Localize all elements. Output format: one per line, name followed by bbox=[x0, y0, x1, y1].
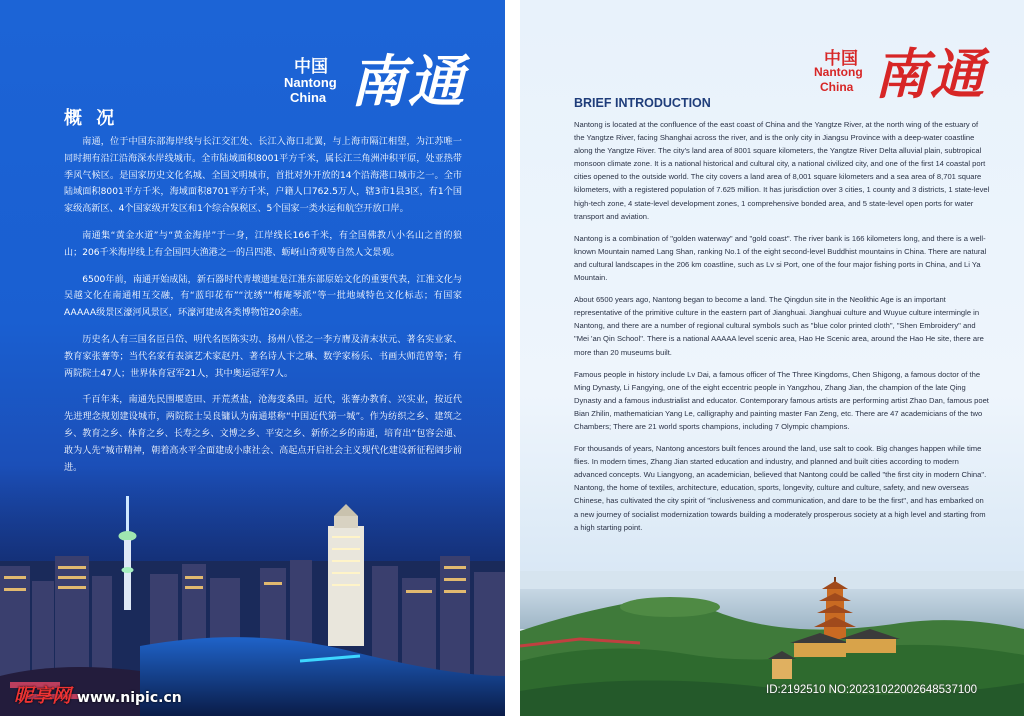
left-page bbox=[0, 0, 505, 716]
paragraph: Nantong is located at the confluence of the east coast of China and the Yangtze River, at the north wing of the estuary of the Yangtze River, facing Shanghai across the river, and is the only city in Jiangsu Province with a deep-water coastline along the Yangtze River. The city's land area of 8001 square kilometers, the Yangtze River Delta alluvial plain, subtropical monsoon climate zone. It is a national historical and cultural city, a national civilized city, and one of the first 14 coastal port cities opened to the outside world. The city covers a land area of 8,001 square kilometers and a sea area of 8,701 square kilometers, with a registered population of 7.625 million. It has jurisdiction over 3 cities, 1 county and 3 districts, 1 state-level high-tech zone, 4 state-level development zones, 1 comprehensive bonded area, and 5 state-level open ports for water transport and aviation. bbox=[574, 120, 990, 221]
logo-calligraphy: 南通 bbox=[874, 42, 986, 106]
logo-zhongguo: 中国 bbox=[294, 57, 328, 77]
overview-heading: 概 况 bbox=[64, 108, 119, 129]
paragraph: 千百年来，南通先民围堰造田、开荒煮盐，沧海变桑田。近代，张謇办教育、兴实业，按近代先进理念规划建设城市，两院院士吴良镛认为南通堪称“中国近代第一城”。作为纺织之乡、建筑之乡、教育之乡、体育之乡、长寿之乡、文博之乡、平安之乡、新侨之乡的南通，培育出“包容会通、敢为人先”城市精神，朝着高水平全面建成小康社会、高起点开启社会主义现代化建设新征程阔步前进。 bbox=[64, 395, 462, 473]
overview-body-cn bbox=[64, 134, 462, 486]
paragraph: For thousands of years, Nantong ancestors built fences around the land, use salt to cook. Big changes happen while time flies. In modern times, Zhang Jian started education and industry, and planned and built cities according to modern advanced concepts. Wu Liangyong, an academician, believed that Nantong could be called "the first city in modern China". Nantong, the home of textiles, architecture, education, sports, longevity, culture and culture, safety, and new overseas Chinese, has cultivated the city spirit of "inclusiveness and communication, and dare to be the first", and has embarked on a new journey of socialist modernization towards building a moderately prosperous society at a high level and starting from a high starting point. bbox=[574, 444, 987, 532]
paragraph: Famous people in history include Lv Dai, a famous officer of The Three Kingdoms, Chen Shigong, a famous doctor of the Ming Dynasty, Li Fangying, one of the eight eccentric people in Yangzhou, Zhang Jian, the champion of the late Qing Dynasty and a famous industrialist and educator. Contemporary famous artists are performing artist Zhao Dan, famous poet Bian Zhilin, mathematician Yang Le, calligraphy and painting master Fan Zeng, etc. There are 47 academicians of the two Chambers; There are 21 world sports champions, including 7 Olympic champions. bbox=[574, 369, 989, 431]
logo-english: Nantong China bbox=[814, 65, 863, 94]
paragraph: 历史名人有三国名臣吕岱、明代名医陈实功、扬州八怪之一李方膺及清末状元、著名实业家、教育家张謇等；当代名家有表演艺术家赵丹、著名诗人卞之琳、数学家杨乐、书画大师范曾等；有两院院士47人；世界体育冠军21人，其中奥运冠军7人。 bbox=[64, 334, 462, 379]
nantong-china-logo bbox=[278, 38, 488, 116]
paragraph: 南通，位于中国东部海岸线与长江交汇处、长江入海口北翼，与上海市隔江相望，为江苏唯一同时拥有沿江沿海深水岸线城市。全市陆域面积8001平方千米，属长江三角洲冲积平原，处亚热带季风气候区。是国家历史文化名城、全国文明城市，首批对外开放的14个沿海港口城市之一。全市陆域面积8001平方千米，海域面积8701平方千米，户籍人口762.5万人，辖3市1县3区，有1个国家级高新区、4个国家级开发区和1个综合保税区、5个国家一类水运和航空开放口岸。 bbox=[64, 137, 462, 215]
right-page bbox=[520, 0, 1024, 716]
page-gutter bbox=[505, 0, 520, 716]
logo-english: Nantong China bbox=[284, 75, 337, 105]
nipic-watermark: 昵享网 www.nipic.cn bbox=[14, 685, 182, 707]
paragraph: Nantong is a combination of "golden waterway" and "gold coast". The river bank is 166 kilometers long, and there is a well-known Mountain named Lang Shan, ranking No.1 of the eight second-level Buddhist mountains in China. There are natural and cultural landscapes in the 206 km coastline, such as Lv si Port, one of the four major fishing ports in China, and Li Ya Mountain. bbox=[574, 233, 987, 283]
brief-introduction-body bbox=[574, 118, 990, 543]
brief-introduction-heading: BRIEF INTRODUCTION bbox=[574, 96, 711, 110]
paragraph: About 6500 years ago, Nantong began to become a land. The Qingdun site in the Neolithic Age is an important representative of the primitive culture in the eastern part of Jianghuai. Jianghuai culture and Wuyue culture intermingle in Nantong, and there are a number of regional cultural symbols such as "blue color printed cloth", "Shen Embroidery" and "Mei 'an Qin School". There is a national AAAAA level scenic area, Hao He Scenic area, around the Hao He site, there are more than 20 museums built. bbox=[574, 295, 984, 357]
logo-zhongguo: 中国 bbox=[824, 49, 858, 69]
image-id-watermark: ID:2192510 NO:20231022002648537100 bbox=[766, 684, 978, 696]
paragraph: 南通集“黄金水道”与“黄金海岸”于一身，江岸线长166千米，有全国佛教八小名山之首的狼山；206千米海岸线上有全国四大渔港之一的吕四港、蛎岈山奇观等自然人文景观。 bbox=[64, 230, 462, 258]
paragraph: 6500年前，南通开始成陆，新石器时代青墩遗址是江淮东部原始文化的重要代表，江淮文化与吴越文化在南通相互交融，有“蓝印花布”“沈绣”“梅庵琴派”等一批地域特色文化标志；有国家AAAAA级景区濠河风景区，环濠河建成各类博物馆20余座。 bbox=[64, 274, 462, 319]
logo-calligraphy: 南通 bbox=[350, 49, 466, 115]
nantong-china-logo bbox=[798, 38, 1008, 116]
